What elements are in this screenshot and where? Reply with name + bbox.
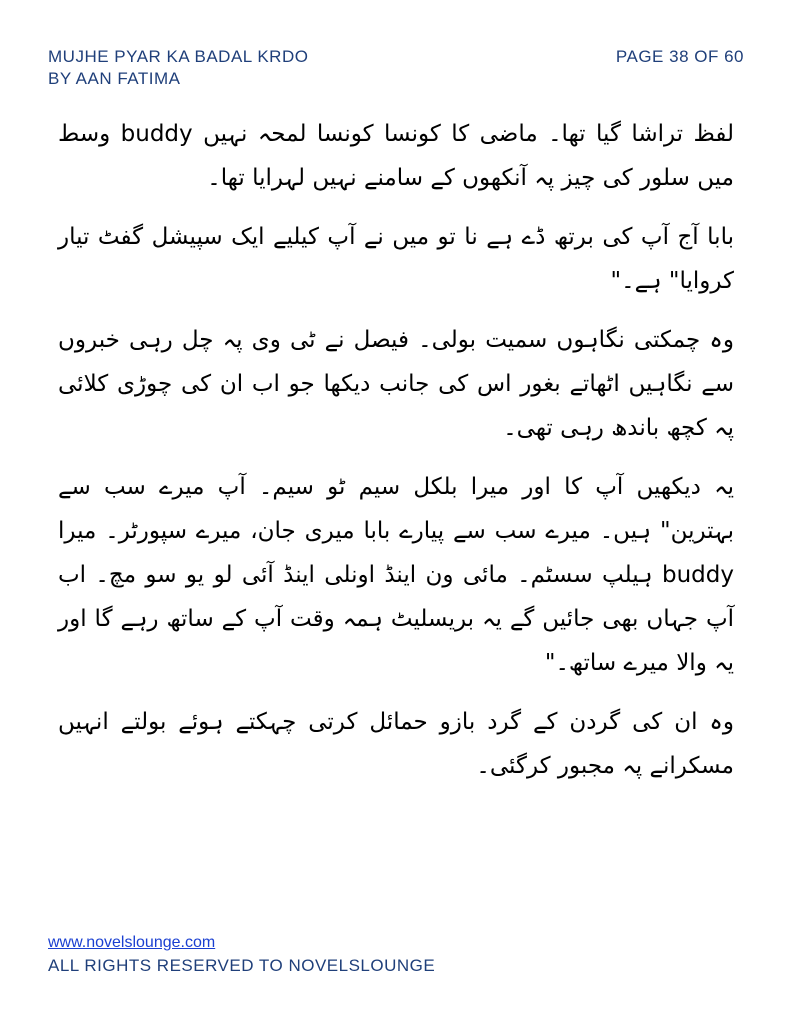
author-name: BY AAN FATIMA: [48, 69, 181, 88]
story-paragraph: یہ دیکھیں آپ کا اور میرا بلکل سیم ٹو سیم۔ آپ میرے سب سے بہترین" ہیں۔ میرے سب سے پیارے بابا میری جان، میرے سپورٹر۔ میرا buddy ہیلپ سسٹم۔ مائی ون اینڈ اونلی اینڈ آئی لو یو سو مچ۔ اب آپ جہاں بھی جائیں گے یہ بریسلیٹ ہمہ وقت آپ کے ساتھ رہے گا اور یہ والا میرے ساتھ۔": [58, 474, 734, 676]
story-paragraph: لفظ تراشا گیا تھا۔ ماضی کا کونسا کونسا لمحہ نہیں buddy وسط میں سلور کی چیز پہ آنکھوں کے سامنے نہیں لہرایا تھا۔: [58, 121, 734, 191]
page-footer: [48, 932, 435, 978]
page-number: PAGE 38 OF 60: [615, 47, 744, 66]
novel-title: MUJHE PYAR KA BADAL KRDO: [48, 47, 309, 66]
story-paragraph: بابا آج آپ کی برتھ ڈے ہے نا تو میں نے آپ کیلیے ایک سپیشل گفٹ تیار کروایا" ہے۔": [58, 224, 734, 294]
story-paragraph: وہ ان کی گردن کے گرد بازو حمائل کرتی چہکتے ہوئے بولتے انہیں مسکرانے پہ مجبور کرگئی۔: [58, 709, 734, 779]
copyright-notice: ALL RIGHTS RESERVED TO NOVELSLOUNGE: [48, 956, 436, 975]
story-body: [58, 112, 734, 803]
story-paragraph: وہ چمکتی نگاہوں سمیت بولی۔ فیصل نے ٹی وی پہ چل رہی خبروں سے نگاہیں اٹھاتے بغور اس کی جانب دیکھا جو اب ان کی چوڑی کلائی پہ کچھ باندھ رہی تھی۔: [58, 327, 734, 441]
page-header-left: [48, 46, 308, 90]
website-link[interactable]: www.novelslounge.com: [48, 934, 216, 951]
